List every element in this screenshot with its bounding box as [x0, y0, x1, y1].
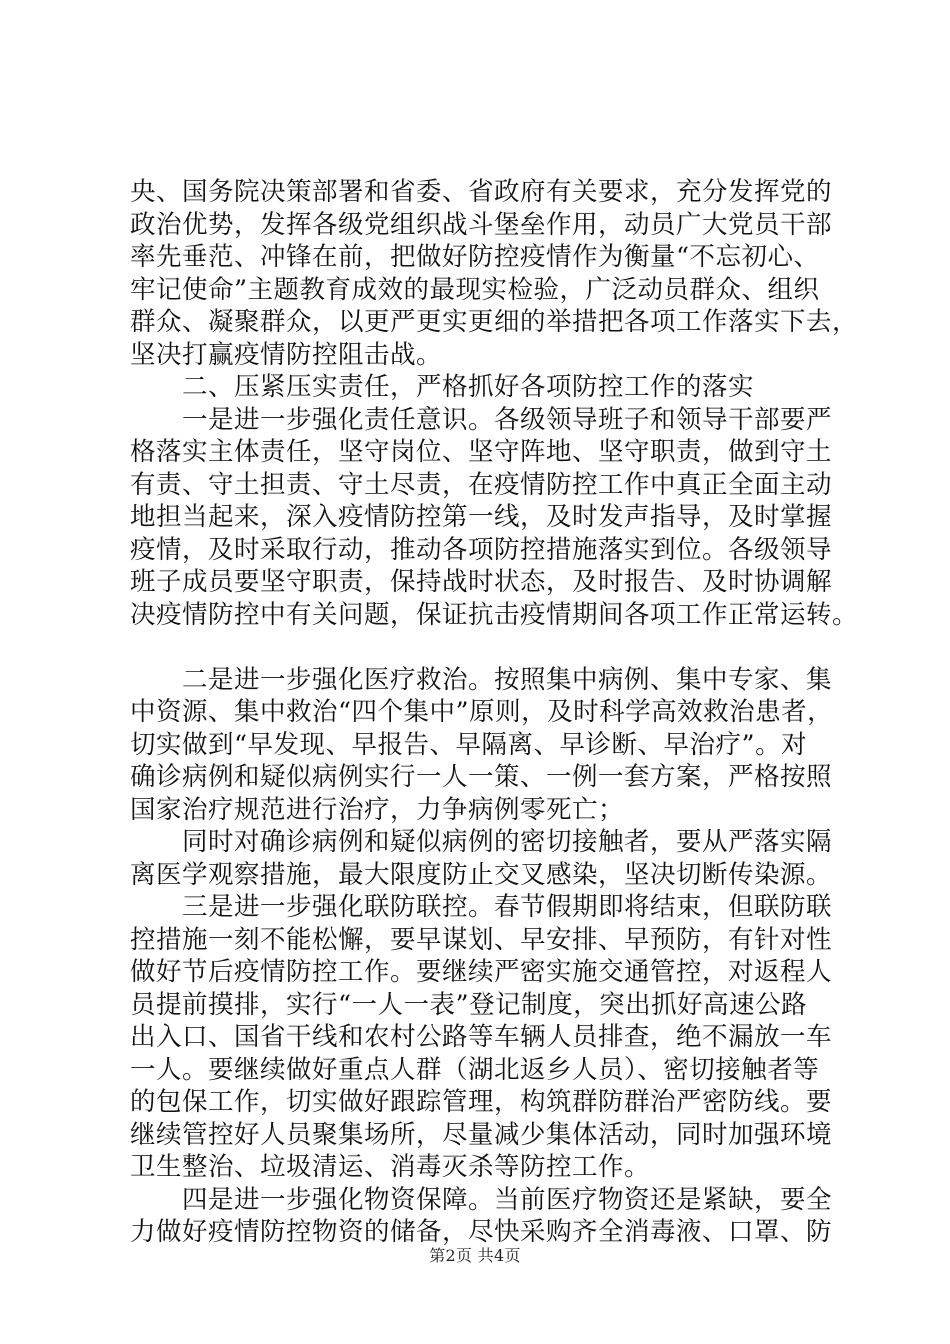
text-line: 有责、守土担责、守土尽责，在疫情防控工作中真正全面主动: [130, 469, 833, 500]
text-line: 卫生整治、垃圾清运、消毒灭杀等防控工作。: [130, 1152, 651, 1182]
text-line: 员提前摸排，实行“一人一表”登记制度，突出抓好高速公路: [130, 989, 808, 1020]
text-line: 确诊病例和疑似病例实行一人一策、一例一套方案，严格按照: [130, 762, 833, 792]
text-line: 同时对确诊病例和疑似病例的密切接触者，要从严落实隔: [182, 827, 833, 857]
text-line: 做好节后疫情防控工作。要继续严密实施交通管控，对返程人: [130, 957, 833, 987]
text-line: 疫情，及时采取行动，推动各项防控措施落实到位。各级领导: [130, 534, 833, 565]
text-line: 一是进一步强化责任意识。各级领导班子和领导干部要严: [182, 404, 833, 435]
text-line: 中资源、集中救治“四个集中”原则，及时科学高效救治患者，: [130, 697, 834, 727]
text-line: 继续管控好人员聚集场所，尽量减少集体活动，同时加强环境: [130, 1119, 833, 1150]
text-line: 坚决打赢疫情防控阻击战。: [130, 339, 443, 370]
text-line: 地担当起来，深入疫情防控第一线，及时发声指导，及时掌握: [130, 502, 833, 532]
text-line: 二是进一步强化医疗救治。按照集中病例、集中专家、集: [182, 664, 833, 695]
text-line: 四是进一步强化物资保障。当前医疗物资还是紧缺，要全: [182, 1184, 833, 1215]
text-line: 群众、凝聚群众，以更严更实更细的举措把各项工作落实下去，: [130, 307, 859, 337]
text-line: 政治优势，发挥各级党组织战斗堡垒作用，动员广大党员干部: [130, 209, 833, 240]
text-line: 三是进一步强化联防联控。春节假期即将结束，但联防联: [182, 892, 833, 922]
text-line: 离医学观察措施，最大限度防止交叉感染，坚决切断传染源。: [130, 859, 833, 890]
text-line: 率先垂范、冲锋在前，把做好防控疫情作为衡量“不忘初心、: [130, 242, 820, 272]
text-line: 控措施一刻不能松懈，要早谋划、早安排、早预防，有针对性: [130, 924, 833, 955]
text-line: 一人。要继续做好重点人群（湖北返乡人员）、密切接触者等: [130, 1054, 820, 1085]
text-line: 决疫情防控中有关问题，保证抗击疫情期间各项工作正常运转。: [130, 599, 859, 630]
text-line: 班子成员要坚守职责，保持战时状态，及时报告、及时协调解: [130, 567, 833, 597]
text-line: 牢记使命”主题教育成效的最现实检验，广泛动员群众、组织: [130, 274, 820, 305]
document-body: [130, 176, 858, 1249]
text-line: 格落实主体责任，坚守岗位、坚守阵地、坚守职责，做到守土: [130, 437, 833, 467]
text-line: 力做好疫情防控物资的储备，尽快采购齐全消毒液、口罩、防: [130, 1217, 833, 1247]
text-line: 国家治疗规范进行治疗，力争病例零死亡；: [130, 794, 625, 825]
text-line: 央、国务院决策部署和省委、省政府有关要求，充分发挥党的: [130, 177, 833, 207]
text-line: 二、压紧压实责任，严格抓好各项防控工作的落实: [182, 372, 755, 402]
text-line: 的包保工作，切实做好跟踪管理，构筑群防群治严密防线。要: [130, 1087, 833, 1117]
text-line: 出入口、国省干线和农村公路等车辆人员排查，绝不漏放一车: [130, 1022, 833, 1052]
page-footer: 第2页 共4页: [429, 1246, 521, 1265]
text-line: 切实做到“早发现、早报告、早隔离、早诊断、早治疗”。对: [130, 729, 808, 760]
